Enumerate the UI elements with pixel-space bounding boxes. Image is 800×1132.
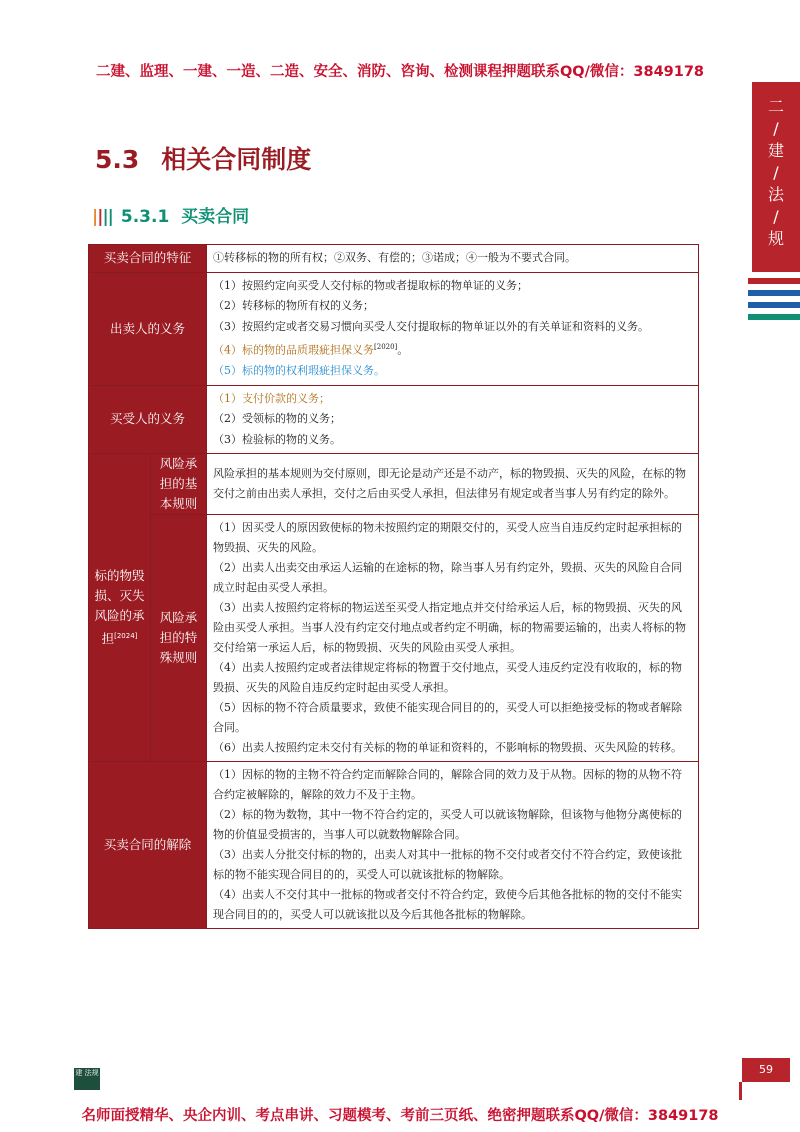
table-row <box>89 245 699 273</box>
subsection-number: 5.3.1 <box>120 207 170 227</box>
bars-icon: |||| <box>92 207 113 227</box>
row-content <box>207 385 699 454</box>
table-row <box>89 272 699 385</box>
top-banner: 二建、监理、一建、一造、二造、安全、消防、咨询、检测课程押题联系QQ/微信：3849178 <box>95 64 705 80</box>
line: （1）因标的物的主物不符合约定而解除合同的，解除合同的效力及于从物。因标的物的从物不符合约定被解除的，解除的效力不及于主物。 <box>213 768 683 802</box>
row-head <box>89 454 151 762</box>
row-head: 买受人的义务 <box>89 385 207 454</box>
line: （4）出卖人不交付其中一批标的物或者交付不符合约定，致使今后其他各批标的物的交付不能实现合同目的的，买受人可以就该批以及今后其他各批标的物解除。 <box>213 888 683 922</box>
line: （3）出卖人分批交付标的物的，出卖人对其中一批标的物不交付或者交付不符合约定，致使该批标的物不能实现合同目的的，买受人可以就该批标的物解除。 <box>213 848 683 882</box>
subsection-title-text: 买卖合同 <box>181 207 250 227</box>
section-title <box>95 140 311 176</box>
table-row <box>89 454 699 515</box>
section-number: 5.3 <box>95 145 140 174</box>
page-number: 59 <box>742 1058 790 1082</box>
side-tab-char: 规 <box>767 229 784 248</box>
line: （4）出卖人按照约定或者法律规定将标的物置于交付地点，买受人违反约定没有收取的，标的物毁损、灭失的风险自违反约定时起由买受人承担。 <box>213 661 683 695</box>
line: （5）标的物的权利瑕疵担保义务。 <box>213 364 386 378</box>
year-tag: [2020] <box>374 343 398 351</box>
page-mark <box>739 1082 742 1100</box>
line: （3）出卖人按照约定将标的物运送至买受人指定地点并交付给承运人后，标的物毁损、灭失的风险由买受人承担。当事人没有约定交付地点或者约定不明确，标的物需要运输的，出卖人将标的物交付给第一承运人后，标的物毁损、灭失的风险由买受人承担。 <box>213 601 687 655</box>
bottom-banner: 名师面授精华、央企内训、考点串讲、习题模考、考前三页纸、绝密押题联系QQ/微信：3849178 <box>81 1108 719 1124</box>
side-chapter-tab <box>752 82 800 272</box>
row-content: ①转移标的物的所有权；②双务、有偿的；③诺成；④一般为不要式合同。 <box>207 245 699 273</box>
line-text: （4）标的物的品质瑕疵担保义务 <box>213 343 375 357</box>
row-content <box>207 272 699 385</box>
sub-head: 风险承担的基本规则 <box>151 454 207 515</box>
book-logo: 建 法规 <box>74 1068 100 1090</box>
line: （1）支付价款的义务； <box>213 391 331 405</box>
side-tab-char: 二 <box>767 97 784 116</box>
side-tab-char: / <box>773 163 779 182</box>
line: （2）标的物为数物，其中一物不符合约定的，买受人可以就该物解除，但该物与他物分离使标的物的价值显受损害的，当事人可以就数物解除合同。 <box>213 808 683 842</box>
side-stripe-blue <box>748 290 800 296</box>
side-tab-char: 建 <box>767 141 784 160</box>
line: （6）出卖人按照约定未交付有关标的物的单证和资料的，不影响标的物毁损、灭失风险的转移。 <box>213 741 683 755</box>
line: （5）因标的物不符合质量要求，致使不能实现合同目的的，买受人可以拒绝接受标的物或者解除合同。 <box>213 701 683 735</box>
contract-table <box>88 244 699 929</box>
line: （1）按照约定向买受人交付标的物或者提取标的物单证的义务； <box>213 278 529 292</box>
side-stripe-red <box>748 278 800 284</box>
side-tab-char: / <box>773 119 779 138</box>
year-tag: [2024] <box>114 632 138 641</box>
section-title-text: 相关合同制度 <box>161 145 312 174</box>
table-row <box>89 515 699 762</box>
sub-head: 风险承担的特殊规则 <box>151 515 207 762</box>
line <box>213 337 692 361</box>
side-tab-char: / <box>773 207 779 226</box>
row-head: 买卖合同的特征 <box>89 245 207 273</box>
line: （3）按照约定或者交易习惯向买受人交付提取标的物单证以外的有关单证和资料的义务。 <box>213 319 650 333</box>
line: （1）因买受人的原因致使标的物未按照约定的期限交付的，买受人应当自违反约定时起承担标的物毁损、灭失的风险。 <box>213 521 683 555</box>
row-head: 买卖合同的解除 <box>89 762 207 929</box>
row-content <box>207 515 699 762</box>
table-row <box>89 385 699 454</box>
side-tab-char: 法 <box>767 185 784 204</box>
line: （2）转移标的物所有权的义务； <box>213 299 375 312</box>
risk-head-text: 标的物毁损、灭失风险的承担 <box>94 568 145 647</box>
line-end: 。 <box>397 343 409 357</box>
row-content <box>207 762 699 929</box>
line: （2）出卖人出卖交由承运人运输的在途标的物，除当事人另有约定外，毁损、灭失的风险自合同成立时起由买受人承担。 <box>213 561 683 595</box>
subsection-title <box>92 202 249 227</box>
side-stripe-blue <box>748 302 800 308</box>
table-row <box>89 762 699 929</box>
line: （3）检验标的物的义务。 <box>213 432 342 446</box>
line: （2）受领标的物的义务； <box>213 412 342 426</box>
row-content: 风险承担的基本规则为交付原则，即无论是动产还是不动产，标的物毁损、灭失的风险，在标的物交付之前由出卖人承担，交付之后由买受人承担，但法律另有规定或者当事人另有约定的除外。 <box>207 454 699 515</box>
row-head: 出卖人的义务 <box>89 272 207 385</box>
side-stripe-green <box>748 314 800 320</box>
